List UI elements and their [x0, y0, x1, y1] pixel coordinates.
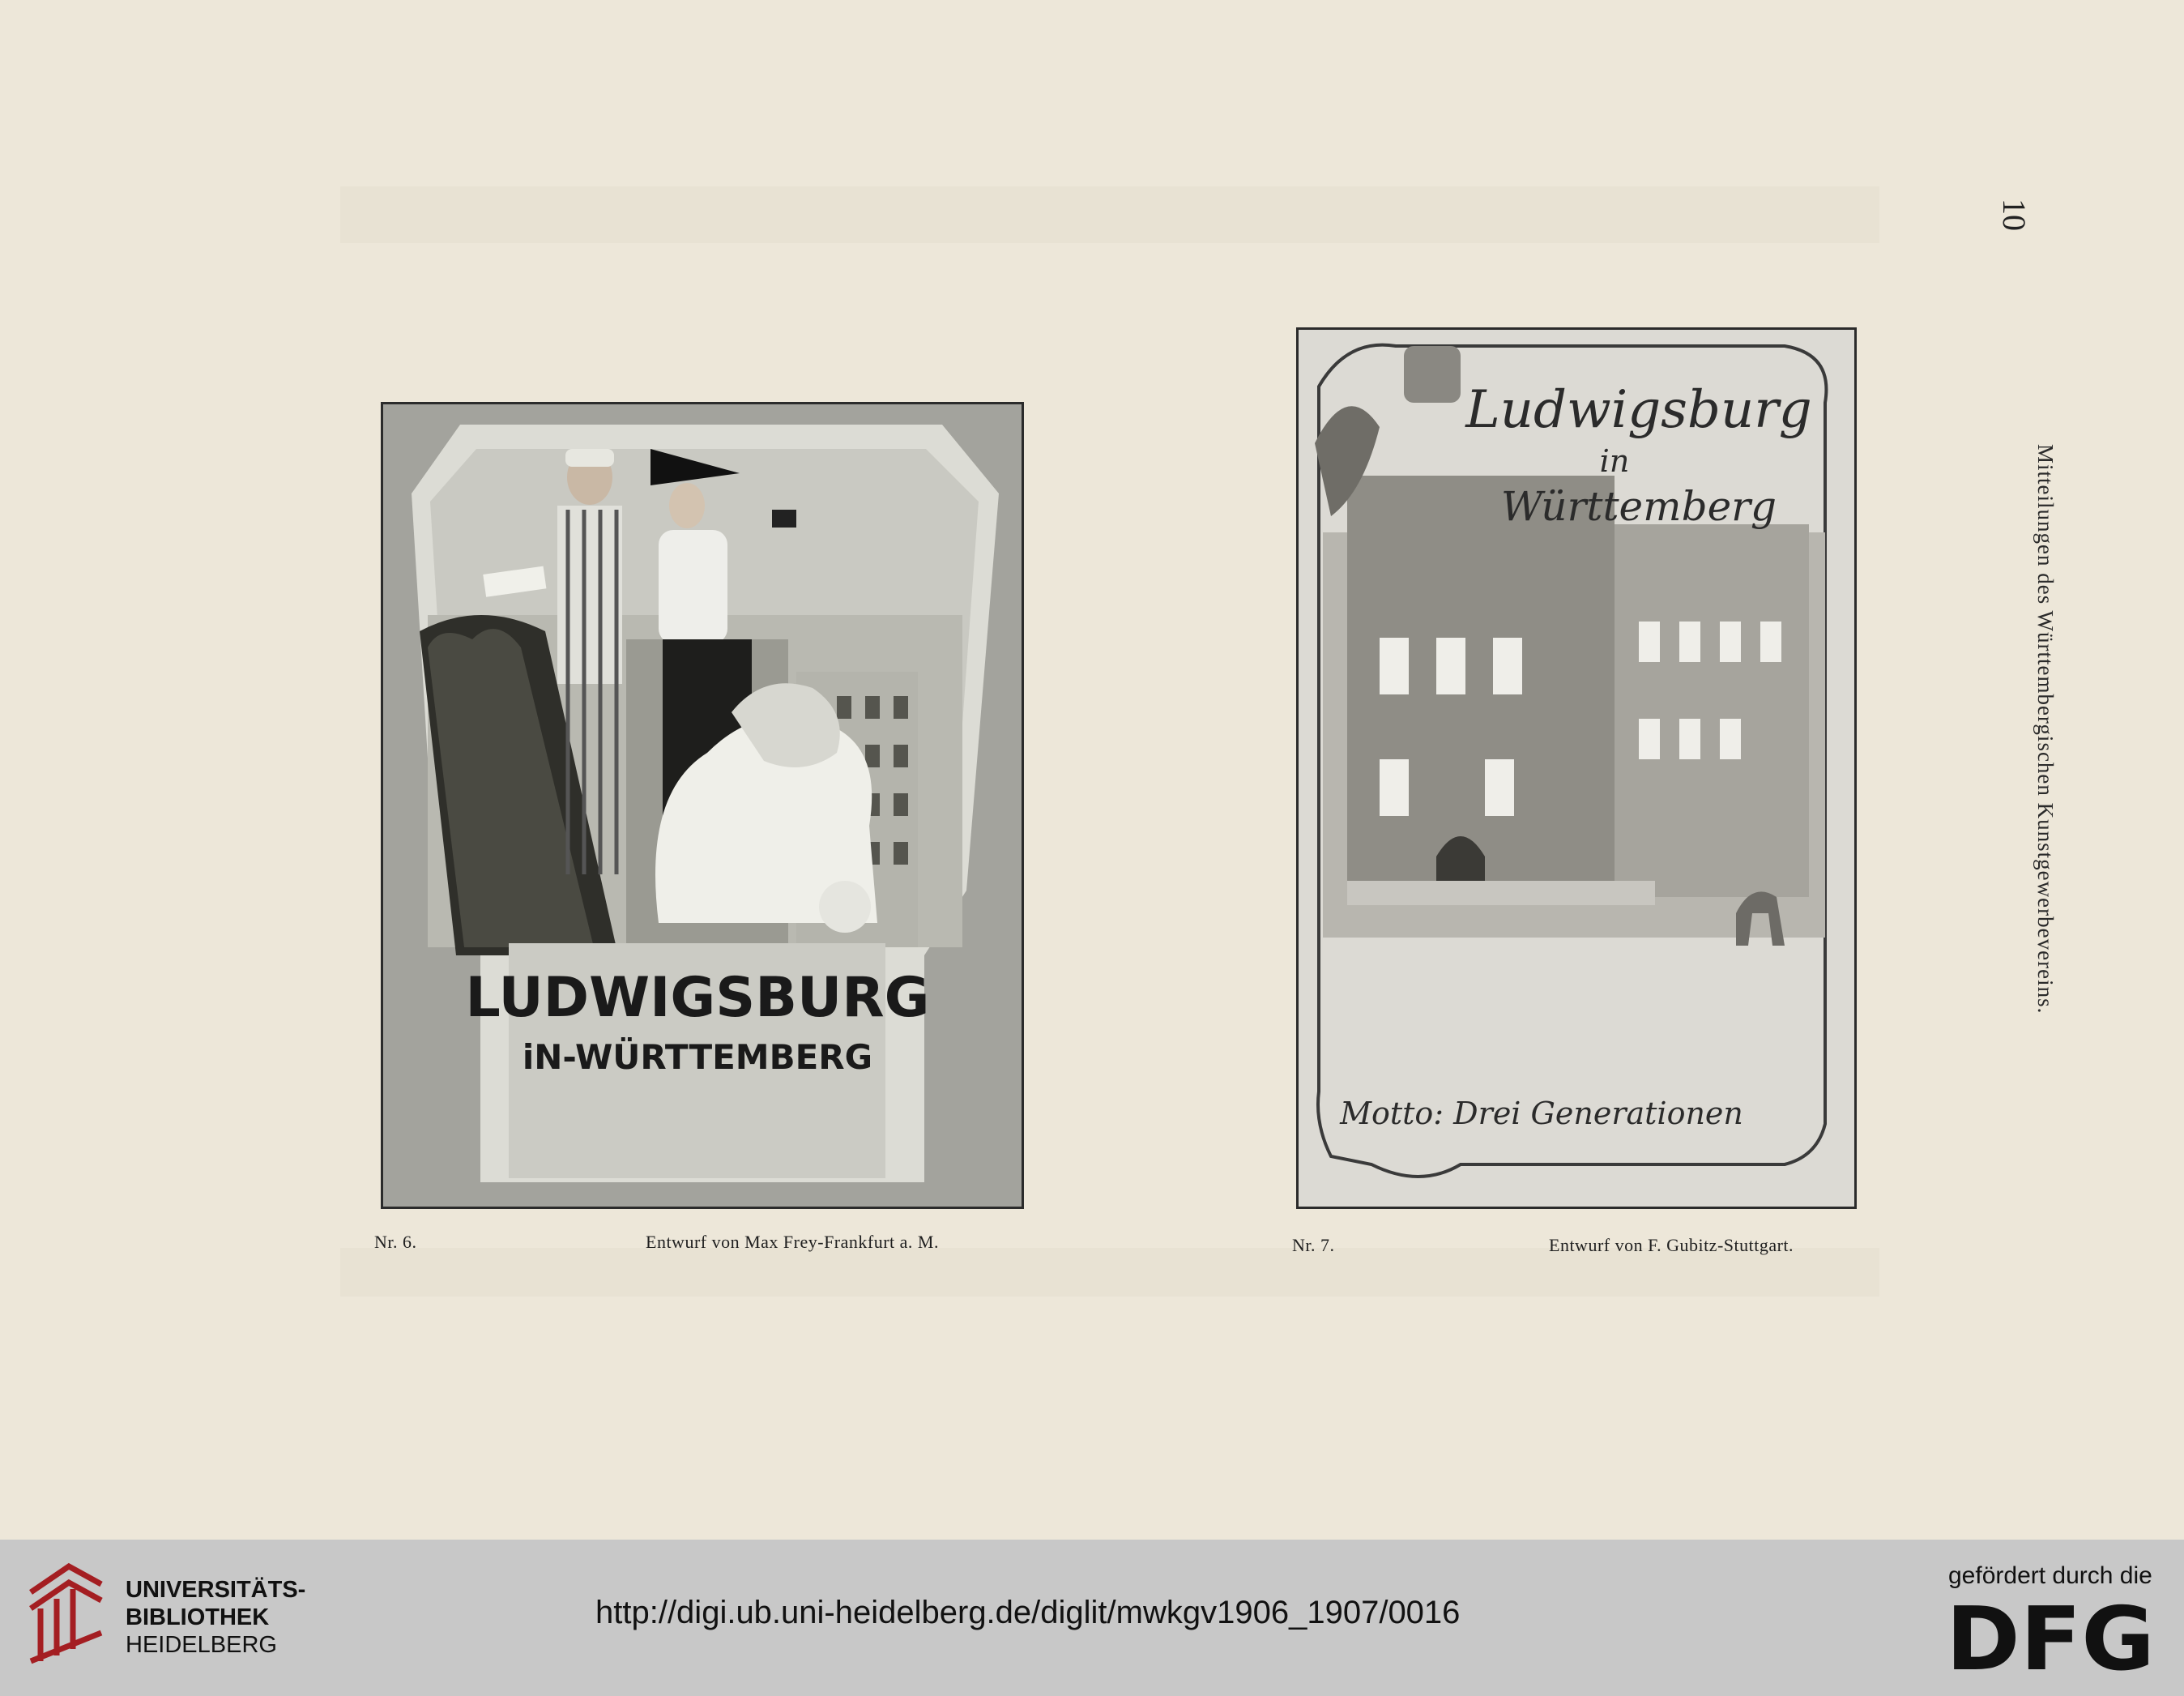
- poster-ludwigsburg-frey: [381, 402, 1024, 1209]
- funder-label: gefördert durch die: [1948, 1562, 2152, 1589]
- permalink-url[interactable]: http://digi.ub.uni-heidelberg.de/diglit/mwkgv1906_1907/0016: [595, 1595, 1461, 1630]
- university-library-logo-icon: [24, 1560, 105, 1667]
- figure-number: Nr. 6.: [374, 1232, 417, 1252]
- poster-title-in: in: [1599, 443, 1630, 479]
- figure-number: Nr. 7.: [1292, 1235, 1335, 1255]
- poster-illustration: [383, 404, 1022, 1207]
- library-line3: HEIDELBERG: [126, 1632, 277, 1658]
- poster-title-script: Ludwigsburg: [1465, 380, 1812, 440]
- library-line1: UNIVERSITÄTS-: [126, 1577, 306, 1603]
- university-library-name: [126, 1576, 305, 1659]
- figure-credit: Entwurf von F. Gubitz-Stuttgart.: [1549, 1235, 1794, 1255]
- poster-title-line1: LUDWIGSBURG: [465, 966, 930, 1030]
- bleed-through-text: [340, 186, 1879, 243]
- dfg-logo-text: DFG: [1946, 1598, 2155, 1679]
- poster-illustration: [1299, 330, 1854, 1207]
- page-number: 10: [1996, 199, 2033, 231]
- poster-title-line2: iN-WÜRTTEMBERG: [522, 1037, 873, 1077]
- figure-credit: Entwurf von Max Frey-Frankfurt a. M.: [646, 1232, 939, 1252]
- poster-title-region: Württemberg: [1500, 483, 1777, 530]
- running-title: Mitteilungen des Württembergischen Kunstgewerbevereins.: [2033, 444, 2058, 1015]
- poster-ludwigsburg-gubitz: [1296, 327, 1857, 1209]
- poster-motto: Motto: Drei Generationen: [1340, 1096, 1743, 1131]
- dfg-logo: [1946, 1598, 2155, 1679]
- library-line2: BIBLIOTHEK: [126, 1604, 270, 1630]
